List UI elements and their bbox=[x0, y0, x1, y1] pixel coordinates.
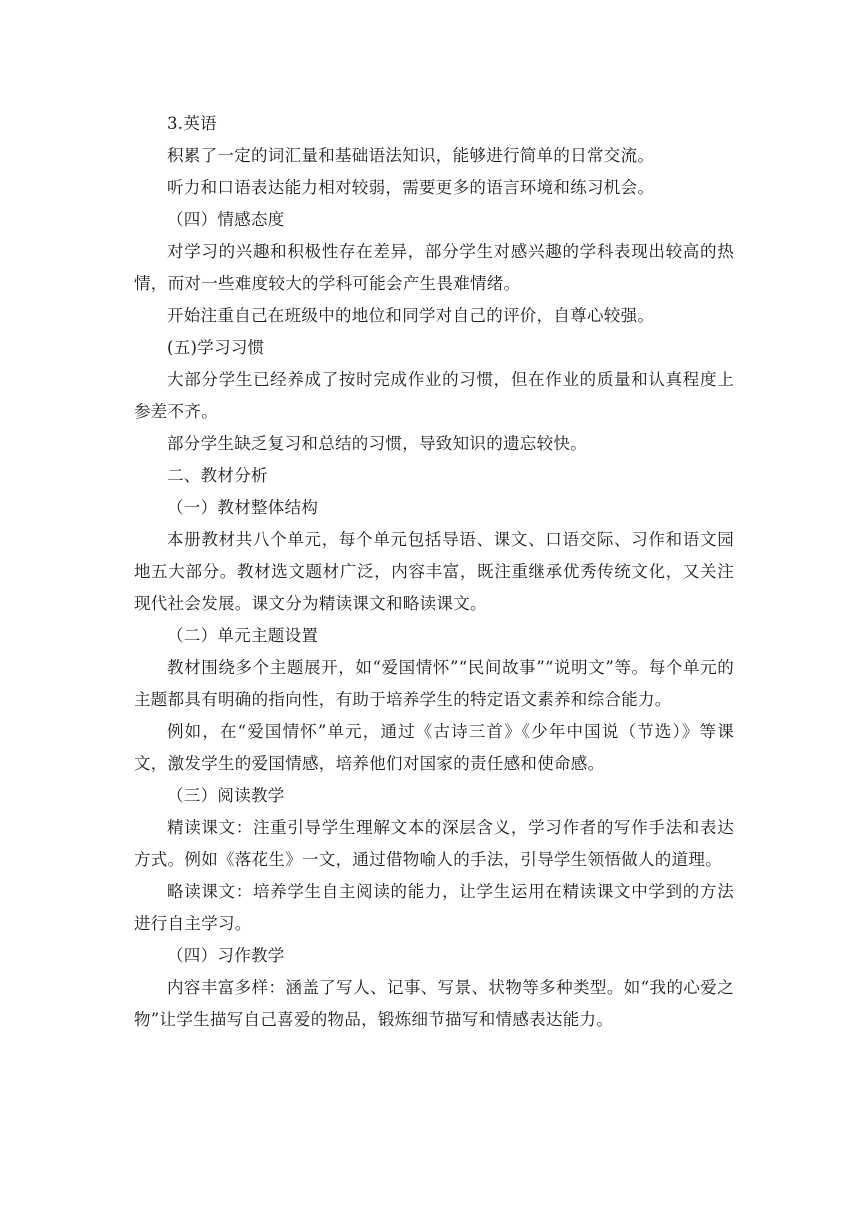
section-heading-unit-themes: （二）单元主题设置 bbox=[167, 626, 319, 645]
section-heading-habits: (五)学习习惯 bbox=[167, 338, 265, 357]
section-heading-emotion: （四）情感态度 bbox=[167, 210, 285, 229]
paragraph: 大部分学生已经养成了按时完成作业的习惯，但在作业的质量和认真程度上参差不齐。 bbox=[134, 370, 734, 421]
paragraph: 略读课文：培养学生自主阅读的能力，让学生运用在精读课文中学到的方法进行自主学习。 bbox=[134, 882, 734, 933]
chapter-heading-textbook-analysis: 二、教材分析 bbox=[167, 466, 268, 485]
paragraph: 精读课文：注重引导学生理解文本的深层含义，学习作者的写作手法和表达方式。例如《落花生》一文，通过借物喻人的手法，引导学生领悟做人的道理。 bbox=[134, 818, 734, 869]
document-body bbox=[134, 108, 734, 1036]
paragraph: 听力和口语表达能力相对较弱，需要更多的语言环境和练习机会。 bbox=[167, 178, 655, 197]
paragraph-english-heading: 3.英语 bbox=[167, 114, 217, 133]
paragraph: 教材围绕多个主题展开，如“爱国情怀”“民间故事”“说明文”等。每个单元的主题都具有明确的指向性，有助于培养学生的特定语文素养和综合能力。 bbox=[134, 658, 734, 709]
section-heading-reading: （三）阅读教学 bbox=[167, 786, 285, 805]
section-heading-writing: （四）习作教学 bbox=[167, 946, 285, 965]
paragraph: 对学习的兴趣和积极性存在差异，部分学生对感兴趣的学科表现出较高的热情，而对一些难度较大的学科可能会产生畏难情绪。 bbox=[134, 242, 734, 293]
paragraph: 内容丰富多样：涵盖了写人、记事、写景、状物等多种类型。如“我的心爱之物”让学生描写自己喜爱的物品，锻炼细节描写和情感表达能力。 bbox=[134, 978, 734, 1029]
paragraph: 例如，在“爱国情怀”单元，通过《古诗三首》《少年中国说（节选）》等课文，激发学生的爱国情感，培养他们对国家的责任感和使命感。 bbox=[134, 722, 734, 773]
paragraph: 积累了一定的词汇量和基础语法知识，能够进行简单的日常交流。 bbox=[167, 146, 655, 165]
paragraph: 部分学生缺乏复习和总结的习惯，导致知识的遗忘较快。 bbox=[167, 434, 587, 453]
paragraph: 本册教材共八个单元，每个单元包括导语、课文、口语交际、习作和语文园地五大部分。教材选文题材广泛，内容丰富，既注重继承优秀传统文化，又关注现代社会发展。课文分为精读课文和略读课文。 bbox=[134, 530, 734, 613]
paragraph: 开始注重自己在班级中的地位和同学对自己的评价，自尊心较强。 bbox=[167, 306, 655, 325]
section-heading-structure: （一）教材整体结构 bbox=[167, 498, 319, 517]
